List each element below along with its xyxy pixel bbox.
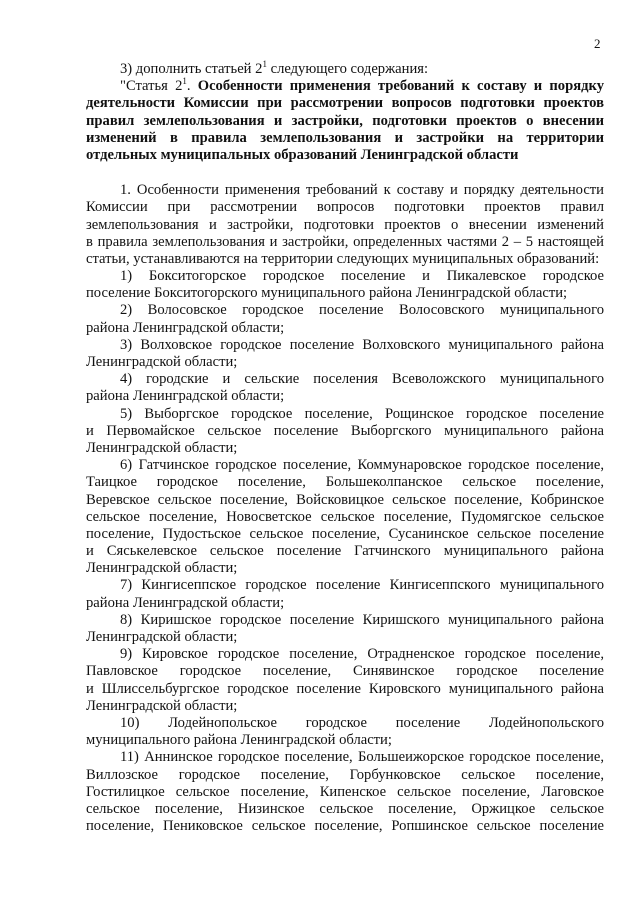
list-item-line: Веревское сельское поселение, Войсковицкое сельское поселение, Кобринское	[86, 491, 604, 508]
list-item-line: 8) Киришское городское поселение Киришского муниципального района	[120, 611, 604, 628]
spacer	[86, 164, 604, 182]
list-item-line: 10) Лодейнопольское городское поселение Лодейнопольского	[120, 714, 604, 731]
list-item-line: и Первомайское сельское поселение Выборгского муниципального района	[86, 422, 604, 439]
list-item-line: муниципального района Ленинградской области;	[86, 732, 392, 749]
article-title-line: правил землепользования и застройки, подготовки проектов о внесении	[86, 112, 604, 129]
paragraph-line: Комиссии при рассмотрении вопросов подготовки проектов правил	[86, 199, 604, 216]
article-title-line: отдельных муниципальных образований Ленинградской области	[86, 146, 519, 163]
list-item-line: Гостилицкое сельское поселение, Кипенское сельское поселение, Лаговское	[86, 783, 604, 800]
list-item-line: 5) Выборгское городское поселение, Рощинское городское поселение	[120, 405, 604, 422]
article-title: Особенности применения требований к составу и порядку	[197, 78, 604, 95]
list-item-line: поселение, Пениковское сельское поселение, Ропшинское сельское поселение	[86, 818, 604, 835]
list-item-line: 2) Волосовское городское поселение Волосовского муниципального	[120, 302, 604, 319]
list-item-line: Ленинградской области;	[86, 629, 238, 645]
article-title-line: изменений в правила землепользования и застройки на территории	[86, 129, 604, 146]
list-item-line: Таицкое городское поселение, Большеколпанское сельское поселение,	[86, 474, 604, 491]
list-item-line: поселение Бокситогорского муниципального района Ленинградской области;	[86, 285, 568, 302]
list-item-line: сельское поселение, Низинское сельское поселение, Оржицкое сельское	[86, 800, 604, 817]
list-item-line: Ленинградской области;	[86, 560, 238, 577]
list-item-line: Ленинградской области;	[86, 354, 238, 370]
list-item-line: 6) Гатчинское городское поселение, Коммунаровское городское поселение,	[120, 457, 604, 474]
list-item-line: Ленинградской области;	[86, 697, 238, 714]
list-item-line: района Ленинградской области;	[86, 388, 285, 405]
list-item-line: района Ленинградской области;	[86, 319, 285, 336]
list-item-line: Виллозское городское поселение, Горбунковское сельское поселение,	[86, 766, 604, 783]
list-item-line: Ленинградской области;	[86, 439, 238, 456]
list-item-line: 11) Аннинское городское поселение, Большеижорское городское поселение,	[120, 749, 604, 766]
list-item-line: 4) городские и сельские поселения Всеволожского муниципального	[120, 371, 604, 388]
list-item-line: 3) Волховское городское поселение Волховского муниципального района	[120, 336, 604, 353]
paragraph-line: статьи, устанавливаются на территории следующих муниципальных образований:	[86, 250, 600, 267]
list-item-line: 7) Кингисеппское городское поселение Кингисеппского муниципального	[120, 577, 604, 594]
list-item-line: 9) Кировское городское поселение, Отрадненское городское поселение,	[120, 646, 604, 663]
article-title-line: деятельности Комиссии при рассмотрении вопросов подготовки проектов	[86, 95, 604, 112]
list-item-line: сельское поселение, Новосветское сельское поселение, Пудомягское сельское	[86, 508, 604, 525]
list-item-line: и Шлиссельбургское городское поселение Кировского муниципального района	[86, 680, 604, 697]
page-number: 2	[594, 36, 601, 51]
list-item-line: района Ленинградской области;	[86, 594, 285, 611]
list-item-line: и Сяськелевское сельское поселение Гатчинского муниципального района	[86, 543, 604, 560]
list-item-line: Павловское городское поселение, Синявинское городское поселение	[86, 663, 604, 680]
list-item-line: поселение, Пудостьское сельское поселение, Сусанинское сельское поселение	[86, 525, 604, 542]
document-text	[86, 61, 604, 835]
article-heading-line: "Статья $2^1$. Особенности применения требований к составу и порядку	[120, 76, 604, 95]
paragraph-line: в правила землепользования и застройки, определенных частями 2 – 5 настоящей	[86, 233, 604, 250]
list-item-line: 1) Бокситогорское городское поселение и Пикалевское городское	[120, 268, 604, 285]
paragraph-line: 1. Особенности применения требований к составу и порядку деятельности	[120, 182, 604, 199]
amendment-intro: 3) дополнить статьей $2^1$ следующего содержания:	[120, 59, 429, 77]
paragraph-line: землепользования и застройки, подготовки проектов о внесении изменений	[86, 216, 604, 233]
